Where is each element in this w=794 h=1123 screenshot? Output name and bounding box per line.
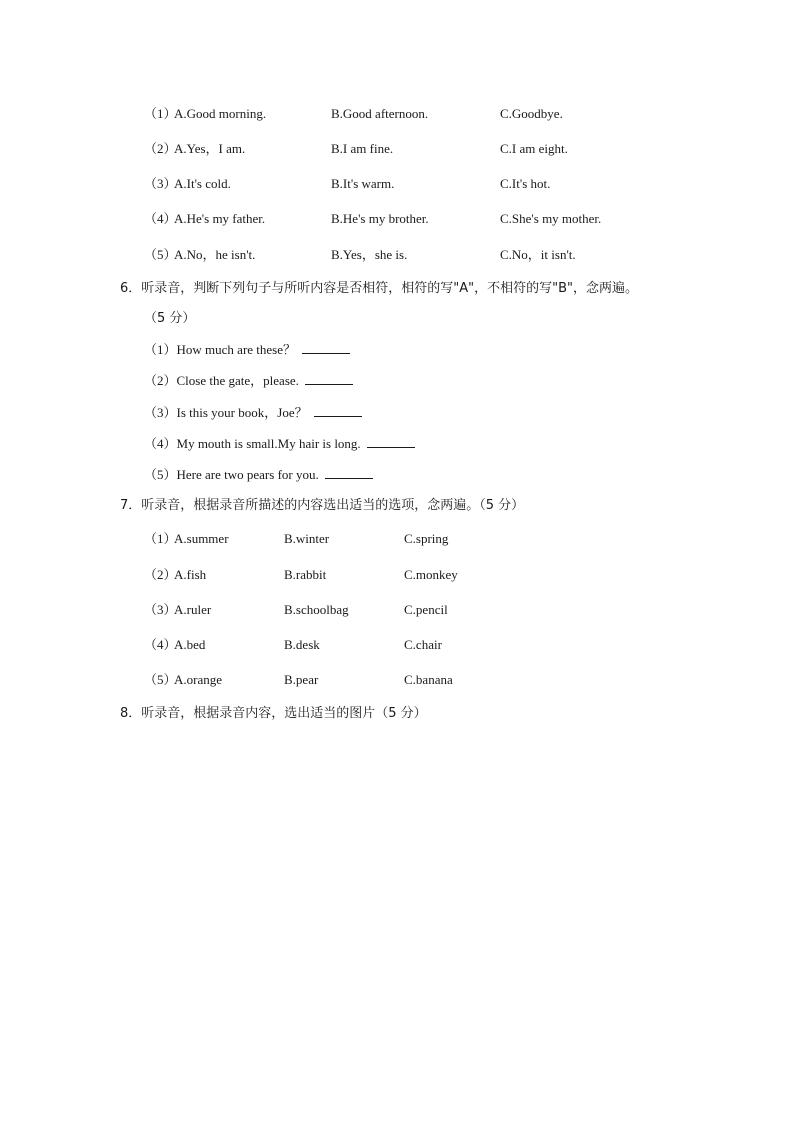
statement-text: How much are these？ (176, 342, 297, 357)
option-b: B.desk (284, 637, 320, 652)
item-number: （5） (144, 467, 177, 482)
option-c: C.It's hot. (500, 176, 551, 191)
option-c: C.Goodbye. (500, 106, 563, 121)
item-number: （1） (144, 342, 177, 357)
option-c: C.I am eight. (500, 141, 568, 156)
answer-blank[interactable] (302, 339, 350, 354)
answer-blank[interactable] (305, 370, 353, 385)
answer-blank[interactable] (325, 464, 373, 479)
option-b: B.pear (284, 672, 319, 687)
q6-item-5 (144, 464, 373, 486)
q6-item-1 (144, 339, 350, 361)
answer-blank[interactable] (314, 402, 362, 417)
item-number: （2） (144, 373, 177, 388)
option-b: B.schoolbag (284, 602, 349, 617)
option-a: A.He's my father. (174, 211, 266, 226)
option-a: A.It's cold. (174, 176, 231, 191)
option-a: A.summer (174, 531, 229, 546)
option-a: A.Good morning. (174, 106, 267, 121)
option-a: A.fish (174, 567, 207, 582)
option-b: B.rabbit (284, 567, 327, 582)
q6-item-3 (144, 402, 362, 424)
option-b: B.He's my brother. (331, 211, 429, 226)
q6-score: （5 分） (144, 311, 196, 326)
item-number: （1） (144, 106, 177, 121)
option-c: C.banana (404, 672, 453, 687)
item-number: （4） (144, 637, 177, 652)
statement-text: Here are two pears for you. (176, 467, 319, 482)
statement-text: Is this your book，Joe？ (176, 405, 308, 420)
item-number: （2） (144, 567, 177, 582)
option-b: B.It's warm. (331, 176, 395, 191)
option-b: B.Yes，she is. (331, 247, 408, 262)
option-c: C.spring (404, 531, 449, 546)
option-c: C.No，it isn't. (500, 247, 576, 262)
statement-text: My mouth is small.My hair is long. (176, 436, 361, 451)
item-number: （3） (144, 176, 177, 191)
item-number: （4） (144, 211, 177, 226)
q6-item-2 (144, 370, 353, 392)
option-b: B.winter (284, 531, 330, 546)
option-c: C.pencil (404, 602, 448, 617)
option-a: A.bed (174, 637, 206, 652)
item-number: （1） (144, 531, 177, 546)
item-number: （2） (144, 141, 177, 156)
option-c: C.monkey (404, 567, 458, 582)
item-number: （5） (144, 247, 177, 262)
q8-heading: 8．听录音，根据录音内容，选出适当的图片（5 分） (120, 706, 427, 721)
option-b: B.I am fine. (331, 141, 394, 156)
option-a: A.No，he isn't. (174, 247, 256, 262)
statement-text: Close the gate，please. (176, 373, 299, 388)
item-number: （4） (144, 436, 177, 451)
option-c: C.chair (404, 637, 442, 652)
item-number: （3） (144, 405, 177, 420)
item-number: （3） (144, 602, 177, 617)
answer-blank[interactable] (367, 433, 415, 448)
option-b: B.Good afternoon. (331, 106, 429, 121)
option-a: A.ruler (174, 602, 212, 617)
option-a: A.Yes，I am. (174, 141, 246, 156)
option-a: A.orange (174, 672, 223, 687)
q6-heading: 6．听录音，判断下列句子与所听内容是否相符，相符的写"A"，不相符的写"B"，念两遍。 (120, 281, 639, 296)
q6-item-4 (144, 433, 415, 455)
q7-heading: 7．听录音，根据录音所描述的内容选出适当的选项，念两遍。（5 分） (120, 498, 525, 513)
option-c: C.She's my mother. (500, 211, 602, 226)
item-number: （5） (144, 672, 177, 687)
